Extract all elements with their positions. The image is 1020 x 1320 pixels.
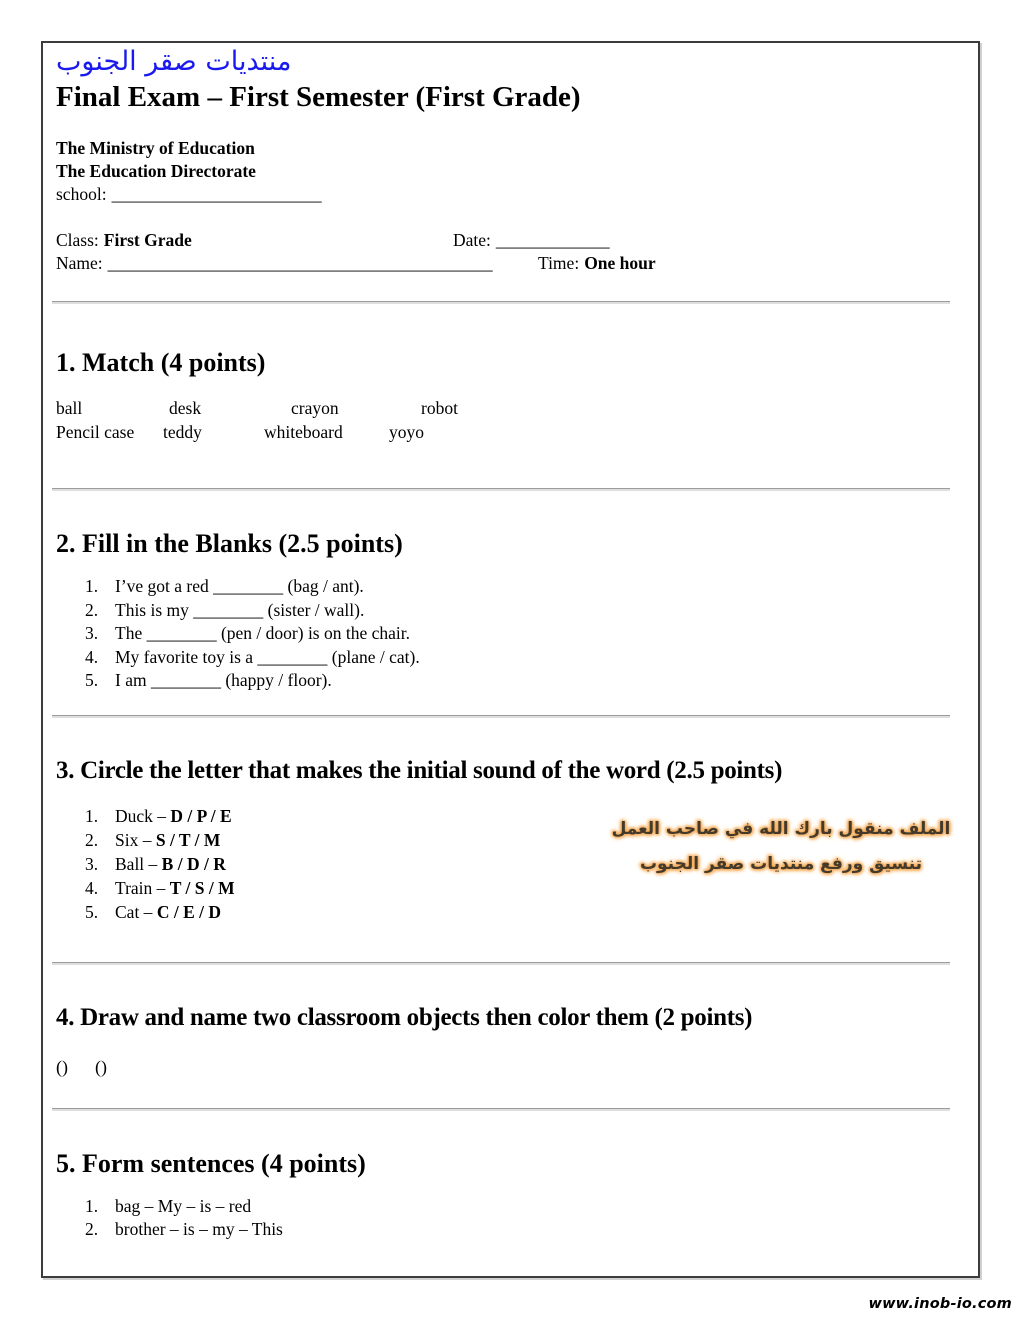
question-number: 4.: [85, 877, 99, 898]
exam-page: [41, 41, 980, 1278]
question-item: [56, 900, 968, 924]
section-divider: [52, 715, 950, 718]
question-number: 1.: [85, 576, 99, 596]
question-number: 3.: [85, 853, 99, 874]
section-divider: [52, 1108, 950, 1111]
class-date-line: [56, 229, 968, 252]
time-value: One hour: [584, 253, 656, 273]
time-line: [538, 252, 656, 275]
match-word: crayon: [291, 398, 339, 418]
form-sentences-list: [56, 1195, 968, 1242]
question-number: 2.: [85, 599, 99, 620]
section3-heading: 3. Circle the letter that makes the initial sound of the word (2.5 points): [56, 756, 783, 784]
match-words: [56, 396, 968, 444]
class-label: Class:: [56, 230, 99, 250]
date-line: [453, 229, 610, 252]
paren-slot: (): [95, 1056, 107, 1077]
name-label: Name:: [56, 253, 103, 273]
section4-heading: 4. Draw and name two classroom objects then color them (2 points): [56, 1003, 753, 1031]
question-text: I’ve got a red ________ (bag / ant).: [115, 576, 364, 596]
word-label: Train –: [115, 877, 170, 898]
arabic-credit-note: [611, 812, 951, 882]
class-value: First Grade: [103, 230, 192, 250]
question-number: 5.: [85, 670, 99, 690]
word-label: Ball –: [115, 853, 162, 874]
question-number: 3.: [85, 623, 99, 643]
section1-heading: 1. Match (4 points): [56, 348, 266, 377]
question-text: The ________ (pen / door) is on the chair.: [115, 623, 411, 643]
question-number: 2.: [85, 1219, 99, 1239]
question-number: 4.: [85, 646, 99, 667]
arabic-note-line2: تنسيق ورفع منتديات صقر الجنوب: [639, 853, 923, 874]
school-label: school:: [56, 184, 107, 204]
question-number: 2.: [85, 829, 99, 850]
question-number: 5.: [85, 901, 99, 922]
letter-options: D / P / E: [170, 805, 232, 826]
match-row-2: [56, 420, 968, 444]
draw-slots: [56, 1055, 968, 1079]
word-label: Cat –: [115, 901, 157, 922]
question-item: [56, 575, 968, 599]
question-number: 1.: [85, 805, 99, 826]
school-line: [56, 183, 968, 206]
question-item: [56, 599, 968, 623]
question-number: 1.: [85, 1195, 99, 1216]
time-label: Time:: [538, 253, 580, 273]
match-word: desk: [169, 398, 202, 418]
section-divider: [52, 488, 950, 491]
question-text: I am ________ (happy / floor).: [115, 670, 332, 690]
fill-blanks-list: [56, 575, 968, 693]
question-item: [56, 669, 968, 693]
word-label: Duck –: [115, 805, 171, 826]
question-text: bag – My – is – red: [115, 1195, 252, 1216]
match-word: ball: [56, 398, 83, 418]
letter-options: T / S / M: [169, 877, 235, 898]
match-word: Pencil case: [56, 422, 135, 442]
section5-heading: 5. Form sentences (4 points): [56, 1148, 366, 1178]
question-item: [56, 622, 968, 646]
question-text: My favorite toy is a ________ (plane / cat).: [115, 646, 420, 667]
date-label: Date:: [453, 230, 491, 250]
word-label: Six –: [115, 829, 156, 850]
arabic-note-line1: الملف منقول بارك الله في صاحب العمل: [611, 818, 951, 839]
question-item: [56, 646, 968, 670]
directorate-line: The Education Directorate: [56, 161, 256, 181]
ministry-line: The Ministry of Education: [56, 138, 255, 158]
question-text: This is my ________ (sister / wall).: [115, 599, 365, 620]
name-time-line: [56, 252, 968, 275]
match-word: yoyo: [389, 422, 424, 442]
section-divider: [52, 962, 950, 965]
section2-heading: 2. Fill in the Blanks (2.5 points): [56, 529, 403, 558]
initial-sound-list: [56, 804, 968, 924]
match-row-1: [56, 396, 968, 420]
letter-options: S / T / M: [155, 829, 221, 850]
question-item: [56, 1218, 968, 1242]
forum-title-arabic: منتديات صقر الجنوب: [56, 46, 292, 77]
date-blank-line: _____________: [495, 230, 610, 250]
question-item: [56, 1195, 968, 1219]
exam-title: Final Exam – First Semester (First Grade): [56, 81, 581, 113]
name-blank-line: ____________________________________________: [107, 253, 493, 273]
letter-options: B / D / R: [161, 853, 226, 874]
question-text: brother – is – my – This: [115, 1219, 283, 1239]
section-divider: [52, 301, 950, 304]
match-word: whiteboard: [264, 422, 343, 442]
match-word: robot: [421, 398, 458, 418]
match-word: teddy: [163, 422, 202, 442]
letter-options: C / E / D: [156, 901, 221, 922]
paren-slot: (): [56, 1056, 68, 1077]
school-blank-line: ________________________: [111, 184, 322, 204]
document-header: [56, 137, 968, 206]
watermark-url: www.inob-io.com: [868, 1296, 1012, 1312]
